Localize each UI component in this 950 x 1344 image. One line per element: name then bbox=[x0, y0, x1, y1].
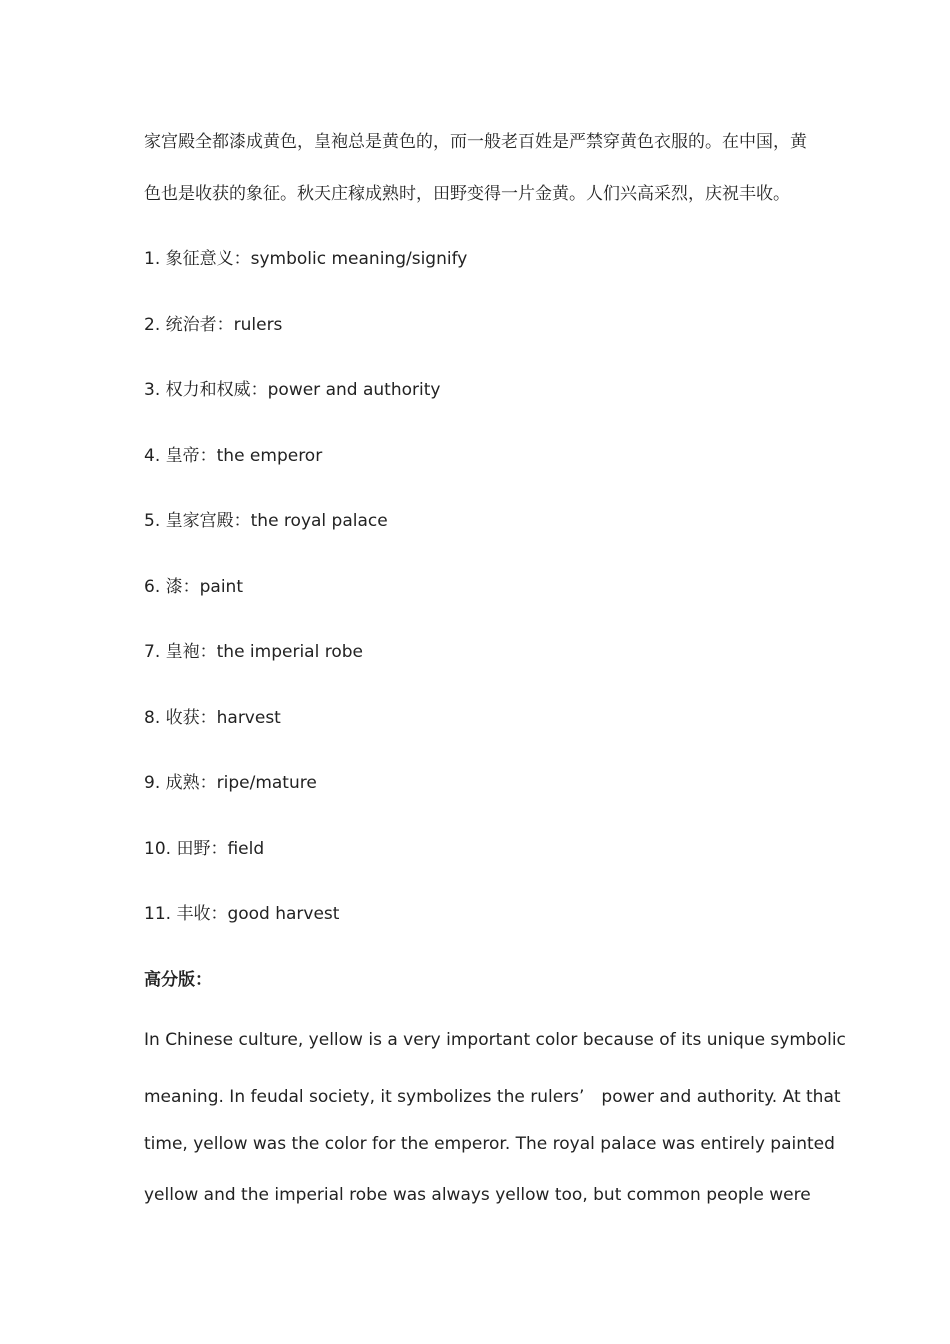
vocabulary-item: 3. 权力和权威：power and authority bbox=[144, 380, 441, 400]
vocabulary-item: 11. 丰收：good harvest bbox=[144, 904, 340, 924]
vocabulary-item: 7. 皇袍：the imperial robe bbox=[144, 642, 363, 662]
vocabulary-item: 2. 统治者：rulers bbox=[144, 315, 283, 335]
english-paragraph-line: In Chinese culture, yellow is a very important color because of its unique symbolic bbox=[144, 1030, 846, 1050]
english-paragraph-line: meaning. In feudal society, it symbolizes the rulers’ power and authority. At that bbox=[144, 1087, 841, 1107]
vocabulary-item: 4. 皇帝：the emperor bbox=[144, 446, 323, 466]
vocabulary-item: 5. 皇家宫殿：the royal palace bbox=[144, 511, 388, 531]
vocabulary-item: 10. 田野：field bbox=[144, 839, 265, 859]
vocabulary-item: 9. 成熟：ripe/mature bbox=[144, 773, 317, 793]
english-paragraph-line: time, yellow was the color for the emperor. The royal palace was entirely painted bbox=[144, 1134, 835, 1154]
english-paragraph-line: yellow and the imperial robe was always yellow too, but common people were bbox=[144, 1185, 811, 1205]
vocabulary-item: 1. 象征意义：symbolic meaning/signify bbox=[144, 249, 468, 269]
chinese-paragraph-line: 家宫殿全都漆成黄色，皇袍总是黄色的，而一般老百姓是严禁穿黄色衣服的。在中国，黄 bbox=[144, 132, 807, 152]
chinese-paragraph-line: 色也是收获的象征。秋天庄稼成熟时，田野变得一片金黄。人们兴高采烈，庆祝丰收。 bbox=[144, 184, 790, 204]
vocabulary-item: 8. 收获：harvest bbox=[144, 708, 281, 728]
section-heading: 高分版： bbox=[144, 970, 212, 990]
vocabulary-item: 6. 漆：paint bbox=[144, 577, 243, 597]
